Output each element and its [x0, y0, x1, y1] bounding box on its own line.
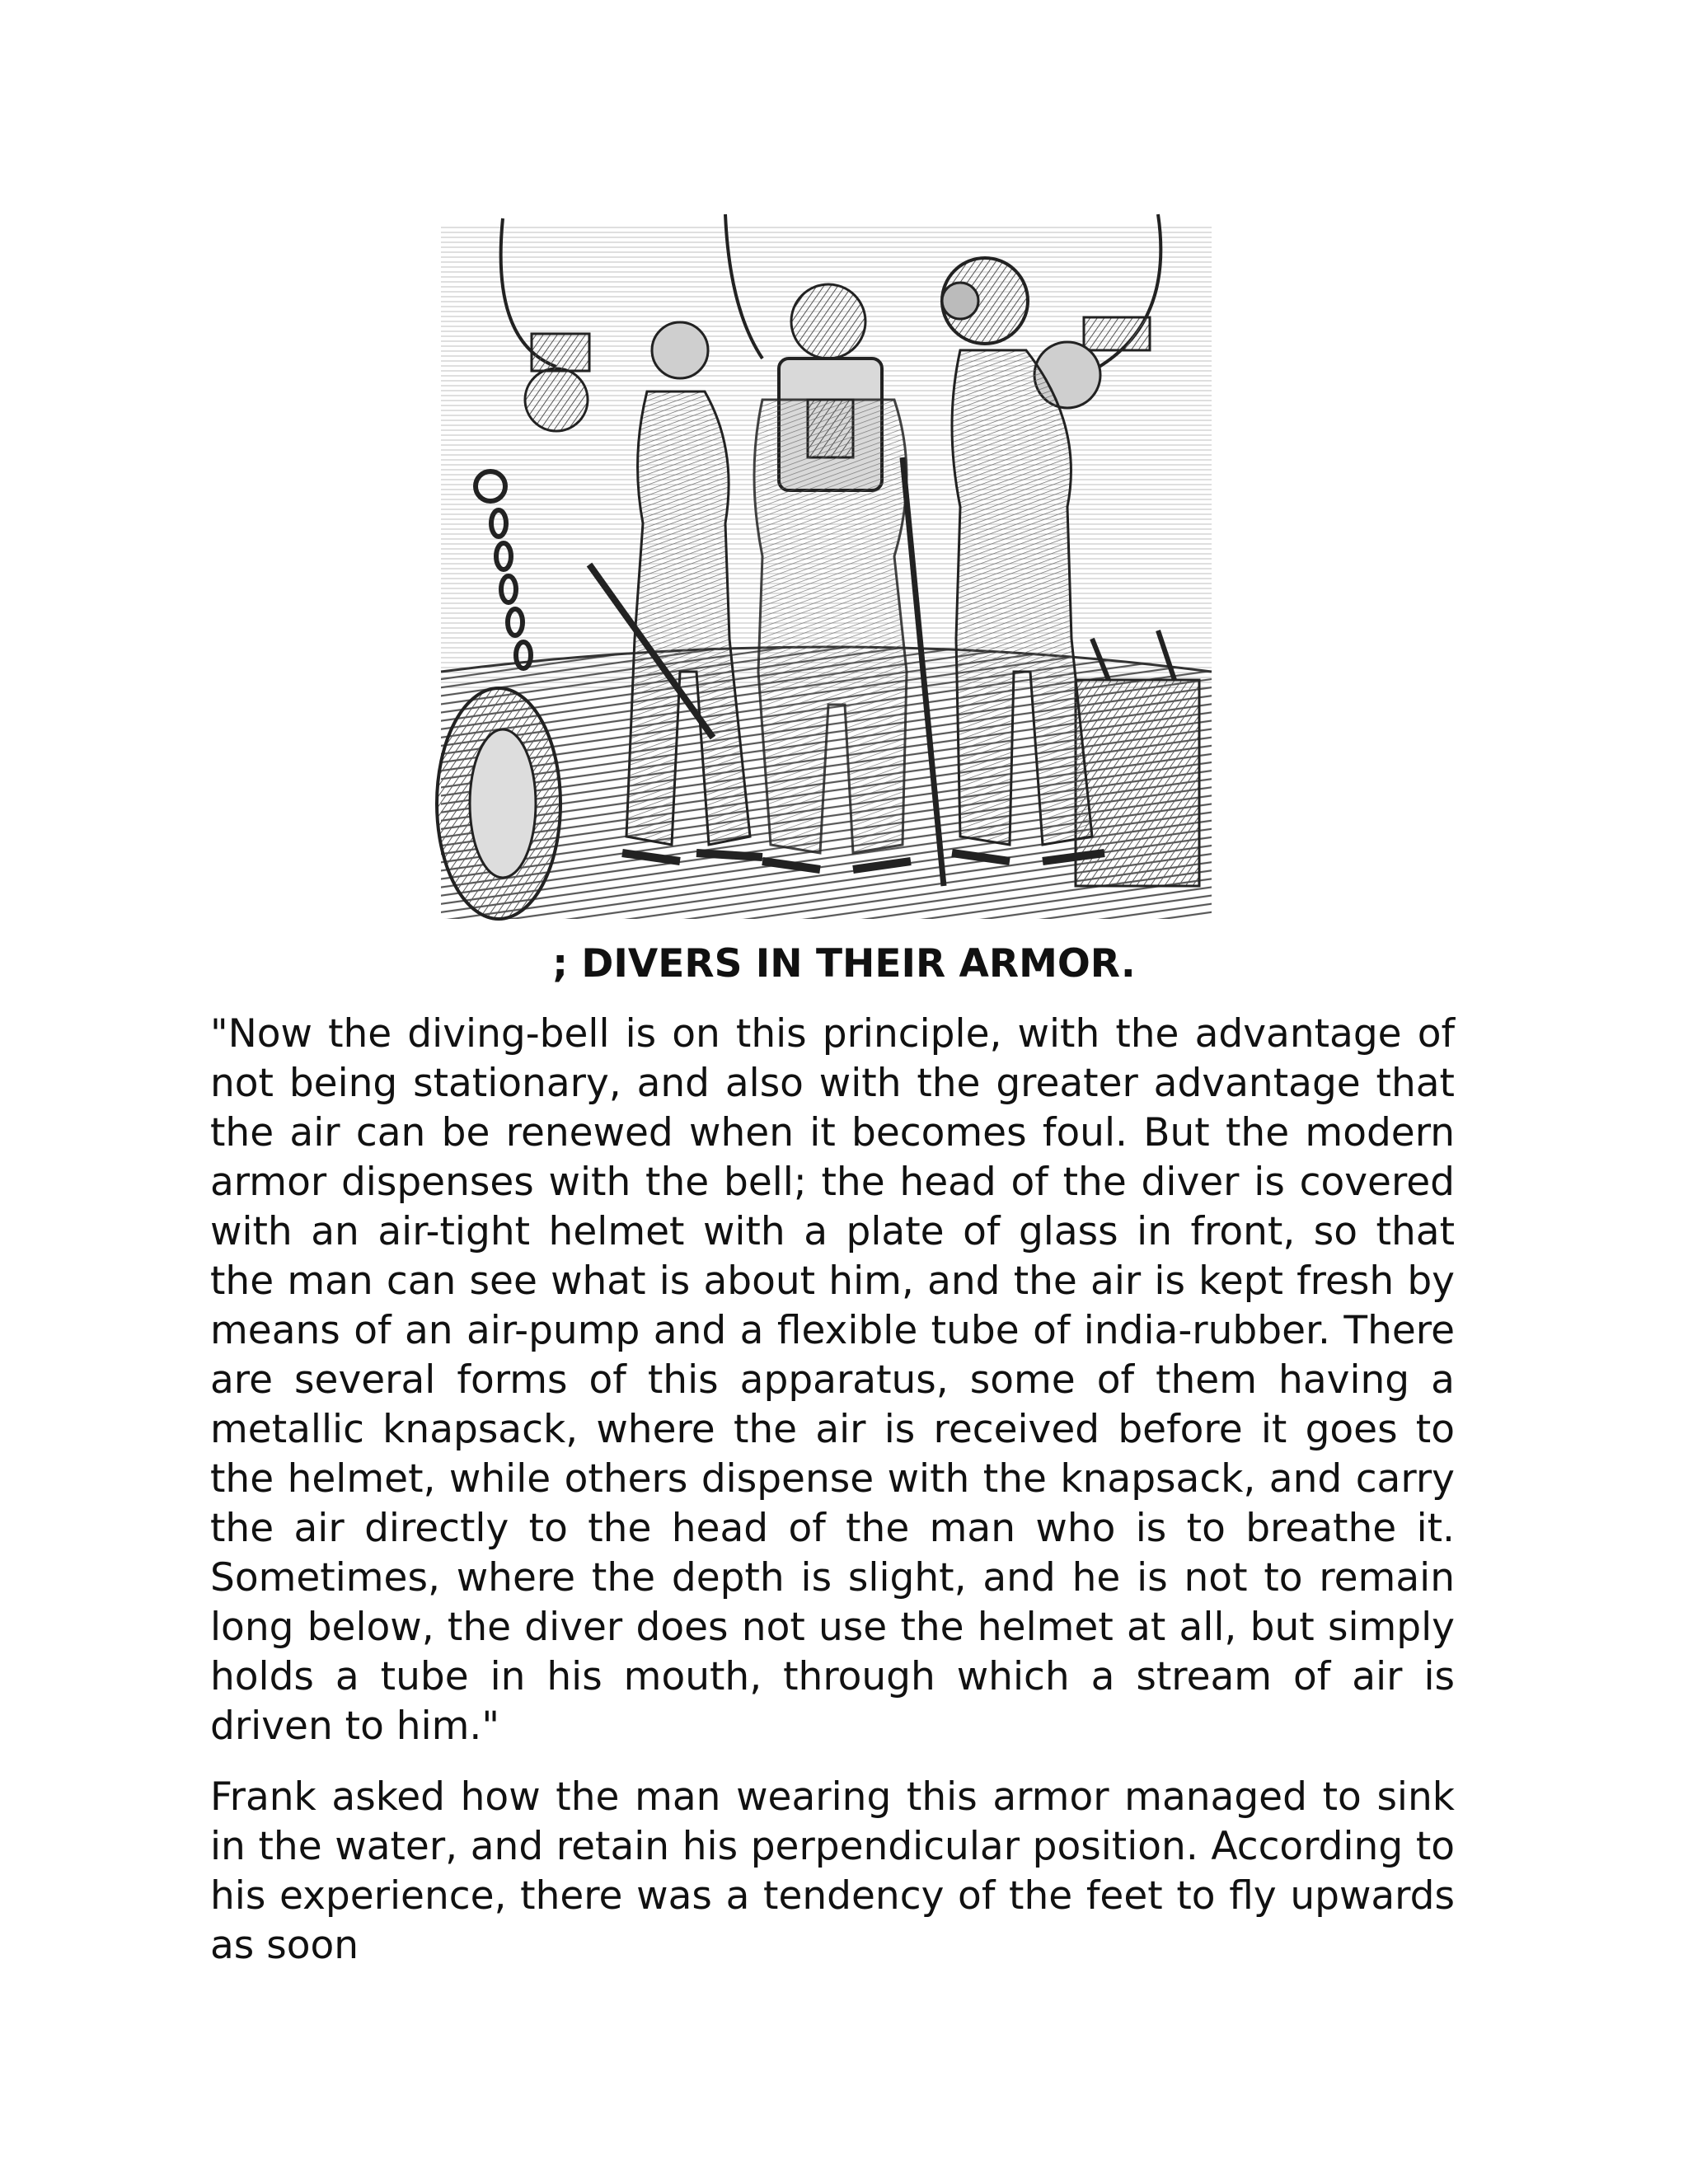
divers-illustration — [433, 210, 1220, 923]
paragraph-1: "Now the diving-bell is on this principle, with the advantage of not being stationary, and also with the greater advantage that the air can be renewed when it becomes foul. But the modern armor dispenses with the bell; the head of the diver is covered with an air-tight helmet with a plate of glass in front, so that the man can see what is about him, and the air is kept fresh by means of an air-pump and a flexible tube of india-rubber. There are several forms of this apparatus, some of them having a metallic knapsack, where the air is received before it goes to the helmet, while others dispense with the knapsack, and carry the air directly to the head of the man who is to breathe it. Sometimes, where the depth is slight, and he is not to remain long below, the diver does not use the helmet at all, but simply holds a tube in his mouth, through which a stream of air is driven to him." — [210, 1011, 1455, 1749]
engraving-three-divers-on-deck-icon — [433, 210, 1220, 923]
body-text — [210, 1010, 1455, 1992]
illustration-caption: ; DIVERS IN THEIR ARMOR. — [552, 941, 1136, 987]
paragraph-2: Frank asked how the man wearing this armor managed to sink in the water, and retain his perpendicular position. According to his experience, there was a tendency of the feet to fly upwards as soon — [210, 1774, 1455, 1968]
